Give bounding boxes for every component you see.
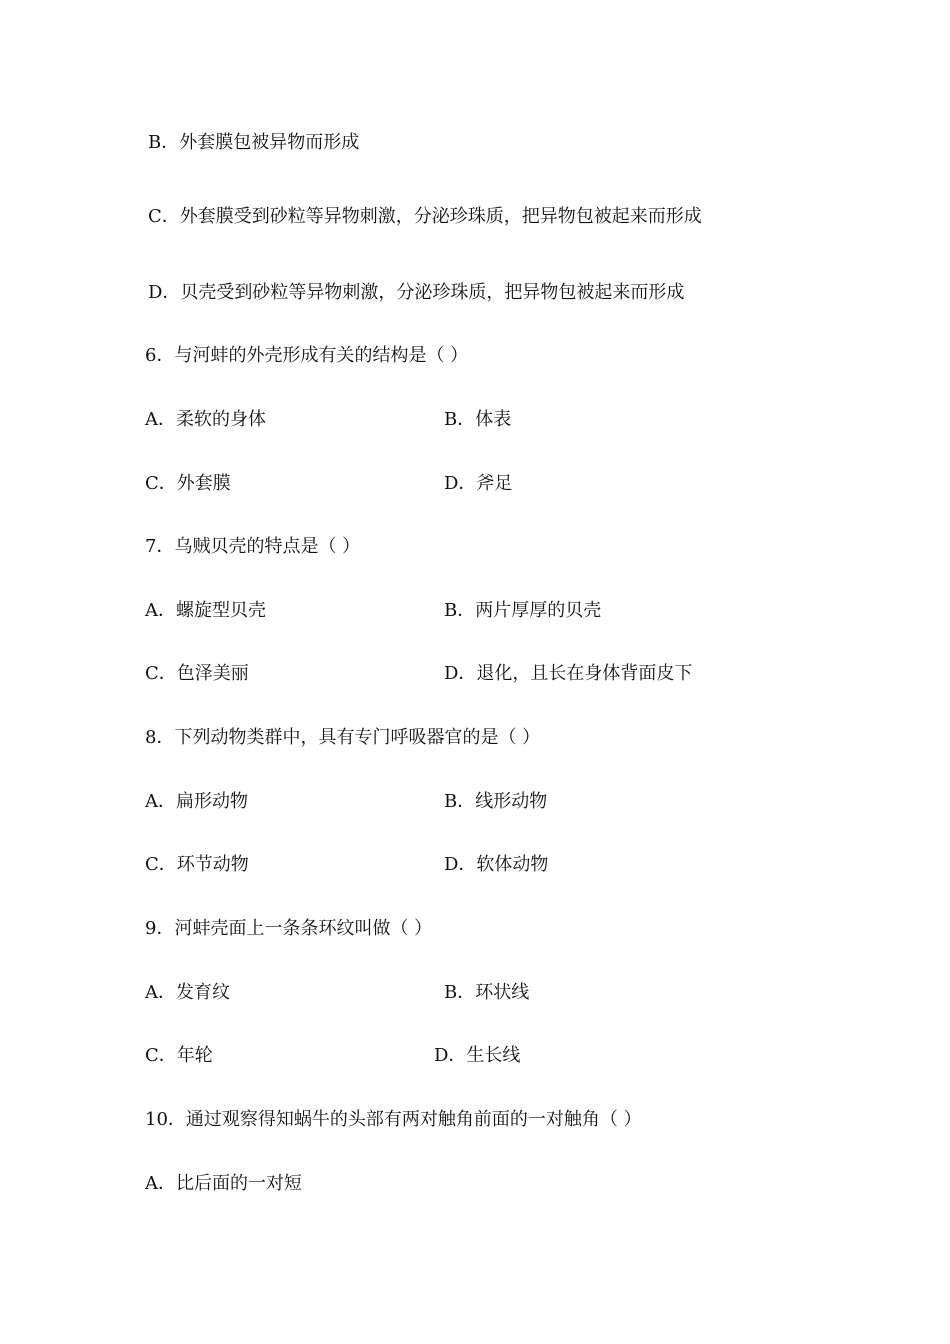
q6-option-c: C．外套膜 — [145, 473, 231, 494]
q7-stem: 7．乌贼贝壳的特点是（ ） — [145, 536, 361, 557]
q6-option-b: B．体表 — [444, 409, 512, 430]
q7-option-c: C．色泽美丽 — [145, 663, 249, 684]
q10-stem: 10．通过观察得知蜗牛的头部有两对触角前面的一对触角（ ） — [145, 1109, 642, 1130]
q9-stem: 9．河蚌壳面上一条条环纹叫做（ ） — [145, 918, 433, 939]
q5-option-b: B．外套膜包被异物而形成 — [148, 132, 360, 153]
q7-option-b: B．两片厚厚的贝壳 — [444, 600, 602, 621]
q8-option-d: D．软体动物 — [444, 854, 549, 875]
q6-option-a: A．柔软的身体 — [145, 409, 266, 430]
q9-option-d: D．生长线 — [434, 1045, 521, 1066]
q7-option-a: A．螺旋型贝壳 — [145, 600, 266, 621]
q7-option-d: D．退化，且长在身体背面皮下 — [444, 663, 693, 684]
q8-option-a: A．扁形动物 — [145, 791, 248, 812]
q9-option-b: B．环状线 — [444, 982, 530, 1003]
q5-option-c: C．外套膜受到砂粒等异物刺激，分泌珍珠质，把异物包被起来而形成 — [148, 206, 702, 227]
q9-option-c: C．年轮 — [145, 1045, 213, 1066]
q5-option-d: D．贝壳受到砂粒等异物刺激，分泌珍珠质，把异物包被起来而形成 — [148, 282, 685, 303]
q6-option-d: D．斧足 — [444, 473, 513, 494]
q8-option-b: B．线形动物 — [444, 791, 548, 812]
q8-stem: 8．下列动物类群中，具有专门呼吸器官的是（ ） — [145, 727, 541, 748]
q9-option-a: A．发育纹 — [145, 982, 230, 1003]
q8-option-c: C．环节动物 — [145, 854, 249, 875]
q10-option-a: A．比后面的一对短 — [145, 1173, 302, 1194]
q6-stem: 6．与河蚌的外壳形成有关的结构是（ ） — [145, 345, 469, 366]
